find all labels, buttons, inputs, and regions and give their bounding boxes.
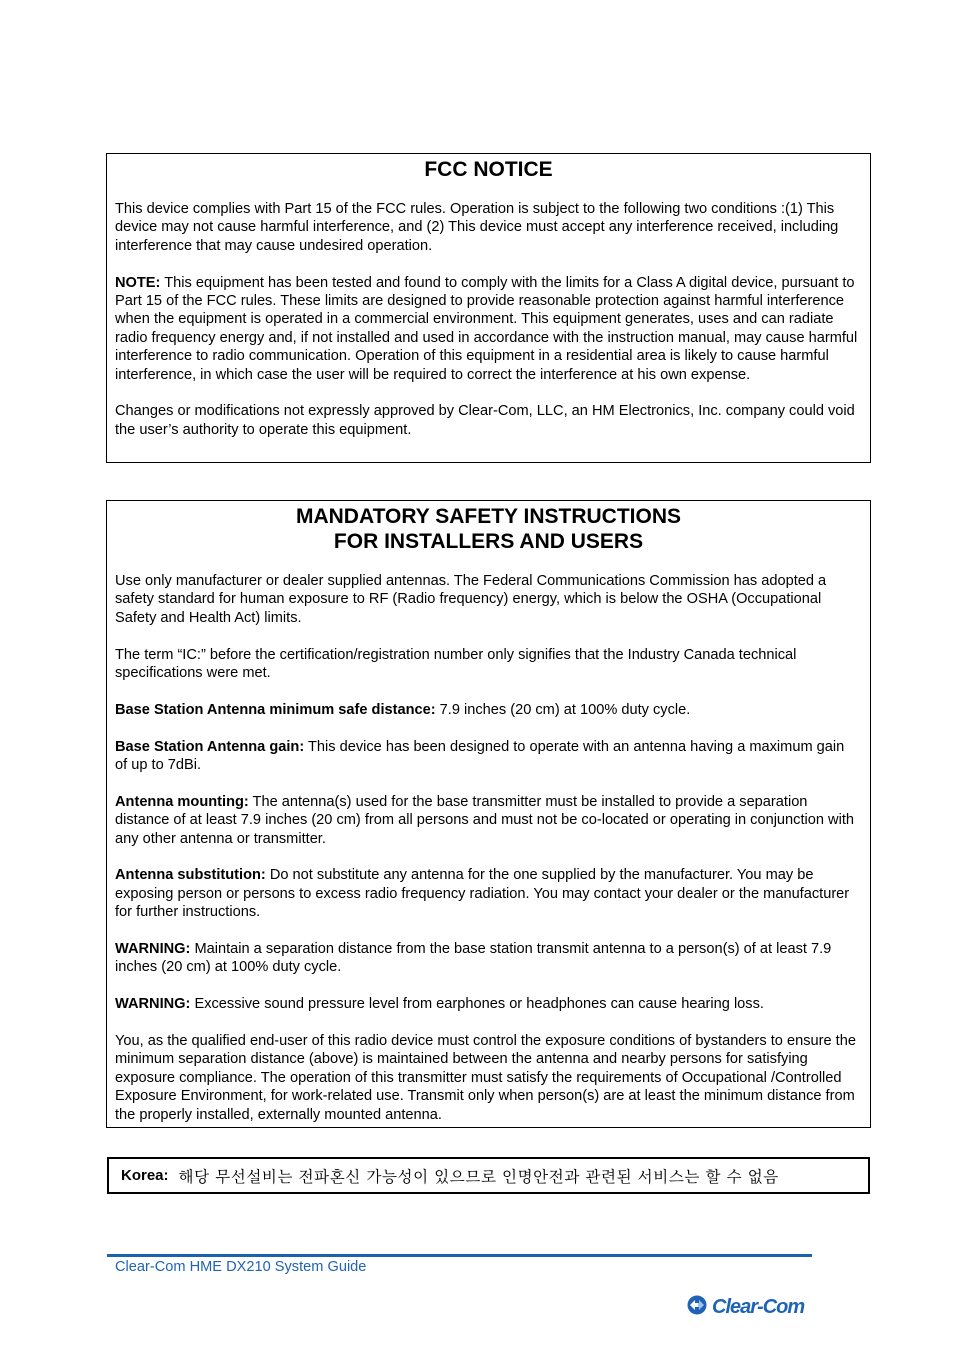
distance-text: 7.9 inches (20 cm) at 100% duty cycle. [435, 701, 691, 718]
safety-instructions-box [106, 500, 871, 1128]
safety-title [115, 504, 862, 554]
footer-divider [107, 1254, 812, 1257]
fcc-paragraph-note [115, 274, 862, 384]
clear-com-logo-text: Clear-Com [712, 1295, 805, 1318]
safety-paragraph-ic: The term “IC:” before the certification/registration number only signifies that the Industry Canada technical specifications were met. [115, 646, 797, 682]
safety-paragraph-distance [115, 701, 862, 719]
warning2-text: Excessive sound pressure level from earphones or headphones can cause hearing loss. [190, 996, 764, 1013]
note-label: NOTE: [115, 274, 161, 291]
clear-com-logo [686, 1293, 804, 1321]
fcc-paragraph-compliance: This device complies with Part 15 of the FCC rules. Operation is subject to the following two conditions :(1) This device may not cause harmful interference, and (2) This device must accept any interference received, including interference that may cause undesired operation. [115, 201, 839, 254]
korea-notice-box [107, 1157, 870, 1194]
warning1-label: WARNING: [115, 941, 191, 958]
footer-guide-title: Clear-Com HME DX210 System Guide [115, 1259, 367, 1275]
substitution-label: Antenna substitution: [115, 867, 266, 884]
substitution-text: Do not substitute any antenna for the one supplied by the manufacturer. You may be exposing person or persons to excess radio frequency radiation. You may contact your dealer or the manufacturer for further instructions. [115, 867, 850, 921]
warning1-text: Maintain a separation distance from the base station transmit antenna to a person(s) of at least 7.9 inches (20 cm) at 100% duty cycle. [115, 941, 832, 976]
korea-text: 해당 무선설비는 전파혼신 가능성이 있으므로 인명안전과 관련된 서비스는 할 수 없음 [178, 1167, 779, 1186]
safety-paragraph-antennas: Use only manufacturer or dealer supplied antennas. The Federal Communications Commission has adopted a safety standard for human exposure to RF (Radio frequency) energy, which is below the OSHA (Occupational Safety and Health Act) limits. [115, 573, 827, 626]
fcc-paragraph-changes: Changes or modifications not expressly approved by Clear-Com, LLC, an HM Electronics, Inc. company could void the user’s authority to operate this equipment. [115, 403, 855, 438]
gain-label: Base Station Antenna gain: [115, 738, 305, 755]
mounting-label: Antenna mounting: [115, 793, 249, 810]
safety-paragraph-mounting [115, 793, 862, 848]
fcc-notice-title: FCC NOTICE [424, 158, 553, 181]
gain-text: This device has been designed to operate with an antenna having a maximum gain of up to 7dBi. [115, 738, 845, 774]
distance-label: Base Station Antenna minimum safe distance: [115, 701, 436, 718]
safety-title-line2: FOR INSTALLERS AND USERS [333, 530, 644, 553]
clear-com-logo-icon [686, 1294, 710, 1321]
mounting-text: The antenna(s) used for the base transmitter must be installed to provide a separation distance of at least 7.9 inches (20 cm) from all persons and must not be co-located or operating in conjunction with any other antenna or transmitter. [115, 793, 855, 847]
safety-paragraph-end-user: You, as the qualified end-user of this radio device must control the exposure conditions of bystanders to ensure the minimum separation distance (above) is maintained between the antenna and nearby persons for satisfying exposure compliance. The operation of this transmitter must satisfy the requirements of Occupational /Controlled Exposure Environment, for work-related use. Transmit only when person(s) are at least the minimum distance from the properly installed, externally mounted antenna. [115, 1033, 856, 1123]
safety-paragraph-substitution [115, 866, 862, 921]
warning2-label: WARNING: [115, 996, 191, 1013]
fcc-notice-box [106, 153, 871, 463]
korea-label: Korea: [121, 1167, 169, 1184]
safety-paragraph-gain [115, 738, 862, 775]
safety-title-line1: MANDATORY SAFETY INSTRUCTIONS [295, 505, 682, 528]
safety-paragraph-warning-hearing [115, 995, 862, 1013]
note-text: This equipment has been tested and found to comply with the limits for a Class A digital device, pursuant to Part 15 of the FCC rules. These limits are designed to provide reasonable protection against harmful interference when the equipment is operated in a commercial environment. This equipment generates, uses and can radiate radio frequency energy and, if not installed and used in accordance with the instruction manual, may cause harmful interference to radio communication. Operation of this equipment in a residential area is likely to cause harmful interference, in which case the user will be required to correct the interference at his own expense. [115, 274, 858, 383]
safety-paragraph-warning-distance [115, 940, 862, 977]
